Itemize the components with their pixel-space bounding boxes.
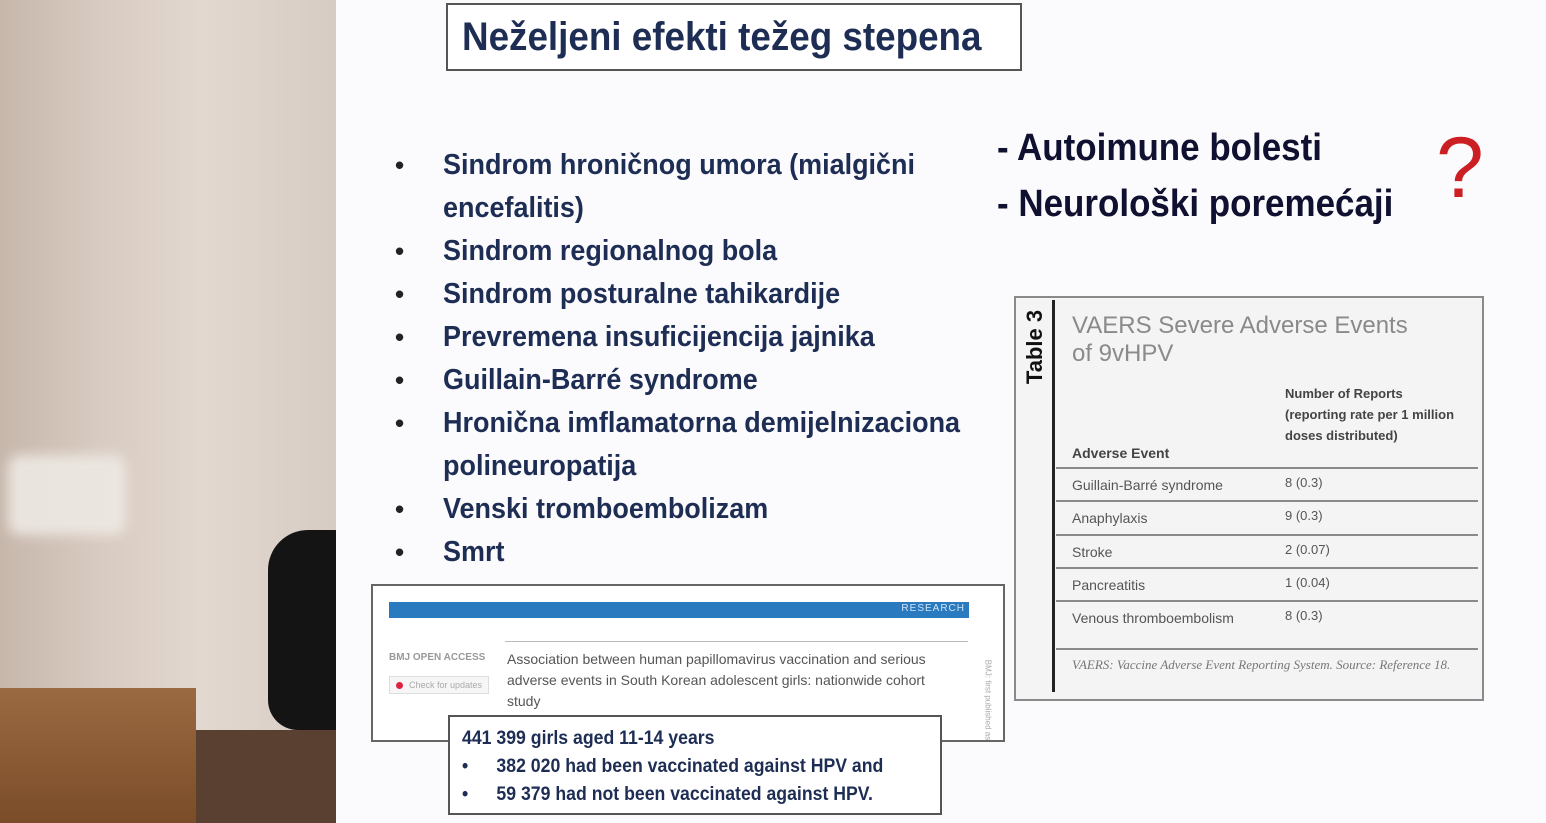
event-cell: Venous thromboembolism [1072, 610, 1234, 626]
bullet-icon: • [395, 537, 405, 567]
adverse-effects-list [395, 144, 995, 574]
event-cell: Pancreatitis [1072, 577, 1146, 593]
bullet-icon: • [395, 365, 405, 395]
neurological-item: - Neurološki poremećaji [997, 183, 1394, 225]
updates-icon [396, 682, 403, 689]
slide-title: Neželjeni efekti težeg stepena [462, 14, 982, 59]
list-item: • 382 020 had been vaccinated against HPV and [462, 753, 907, 781]
event-cell: Stroke [1072, 544, 1113, 560]
table-row [1056, 600, 1478, 650]
reports-cell: 8 (0.3) [1285, 608, 1323, 623]
list-item: • Sindrom posturalne tahikardije [395, 273, 995, 316]
list-item: • Prevremena insuficijencija jajnika [395, 316, 995, 359]
right-side-list [997, 120, 1428, 232]
check-updates-button: Check for updates [389, 676, 489, 694]
event-cell: Anaphylaxis [1072, 510, 1148, 526]
list-item: • Sindrom regionalnog bola [395, 230, 995, 273]
bullet-icon: • [462, 784, 469, 805]
reports-cell: 2 (0.07) [1285, 542, 1330, 557]
table-title: VAERS Severe Adverse Events of 9vHPV [1072, 312, 1408, 367]
bullet-icon: • [395, 494, 405, 524]
paper-title: Association between human papillomavirus vaccination and serious adverse events in South Korean adolescent girls: nationwide cohort study [507, 651, 926, 709]
list-item: • Venski tromboembolizam [395, 488, 995, 531]
table-divider [1052, 300, 1055, 692]
autoimmune-item: - Autoimune bolesti [997, 127, 1322, 169]
table-row [1056, 500, 1478, 534]
list-item: • Guillain-Barré syndrome [395, 359, 995, 402]
paper-divider [505, 641, 968, 642]
list-item: • Sindrom hroničnog umora (mialgični encefalitis) [395, 144, 995, 230]
reports-cell: 9 (0.3) [1285, 508, 1323, 523]
paper-header-bar: RESEARCH [389, 602, 969, 618]
presenter-silhouette [268, 530, 340, 730]
bullet-icon: • [395, 150, 405, 180]
column-header-event: Adverse Event [1072, 445, 1170, 461]
journal-logo: BMJ OPEN ACCESS [389, 652, 486, 663]
cohort-headline: 441 399 girls aged 11-14 years [462, 728, 715, 749]
question-mark-icon: ? [1436, 120, 1484, 216]
wooden-desk [0, 688, 196, 823]
reports-cell: 1 (0.04) [1285, 575, 1330, 590]
bullet-icon: • [395, 322, 405, 352]
floor [196, 730, 336, 823]
table-row [1056, 467, 1478, 500]
table-side-label: Table 3 [1022, 309, 1047, 385]
cohort-stats-box [448, 715, 942, 815]
list-item: • 59 379 had not been vaccinated against HPV. [462, 781, 907, 809]
bullet-icon: • [462, 756, 469, 777]
paper-side-text: BMJ: first published as [983, 659, 993, 741]
table-footnote: VAERS: Vaccine Adverse Event Reporting System. Source: Reference 18. [1072, 657, 1451, 672]
list-item: • Smrt [395, 531, 995, 574]
event-cell: Guillain-Barré syndrome [1072, 477, 1223, 493]
blurred-object [8, 455, 126, 535]
column-header-reports: Number of Reports (reporting rate per 1 million doses distributed) [1285, 386, 1455, 443]
list-item: • Hronična imflamatorna demijelnizaciona polineuropatija [395, 402, 995, 488]
bullet-icon: • [395, 236, 405, 266]
reports-cell: 8 (0.3) [1285, 475, 1323, 490]
bullet-icon: • [395, 279, 405, 309]
bullet-icon: • [395, 408, 405, 438]
table-row [1056, 534, 1478, 567]
table-row [1056, 567, 1478, 600]
slide-title-box [446, 3, 1022, 71]
